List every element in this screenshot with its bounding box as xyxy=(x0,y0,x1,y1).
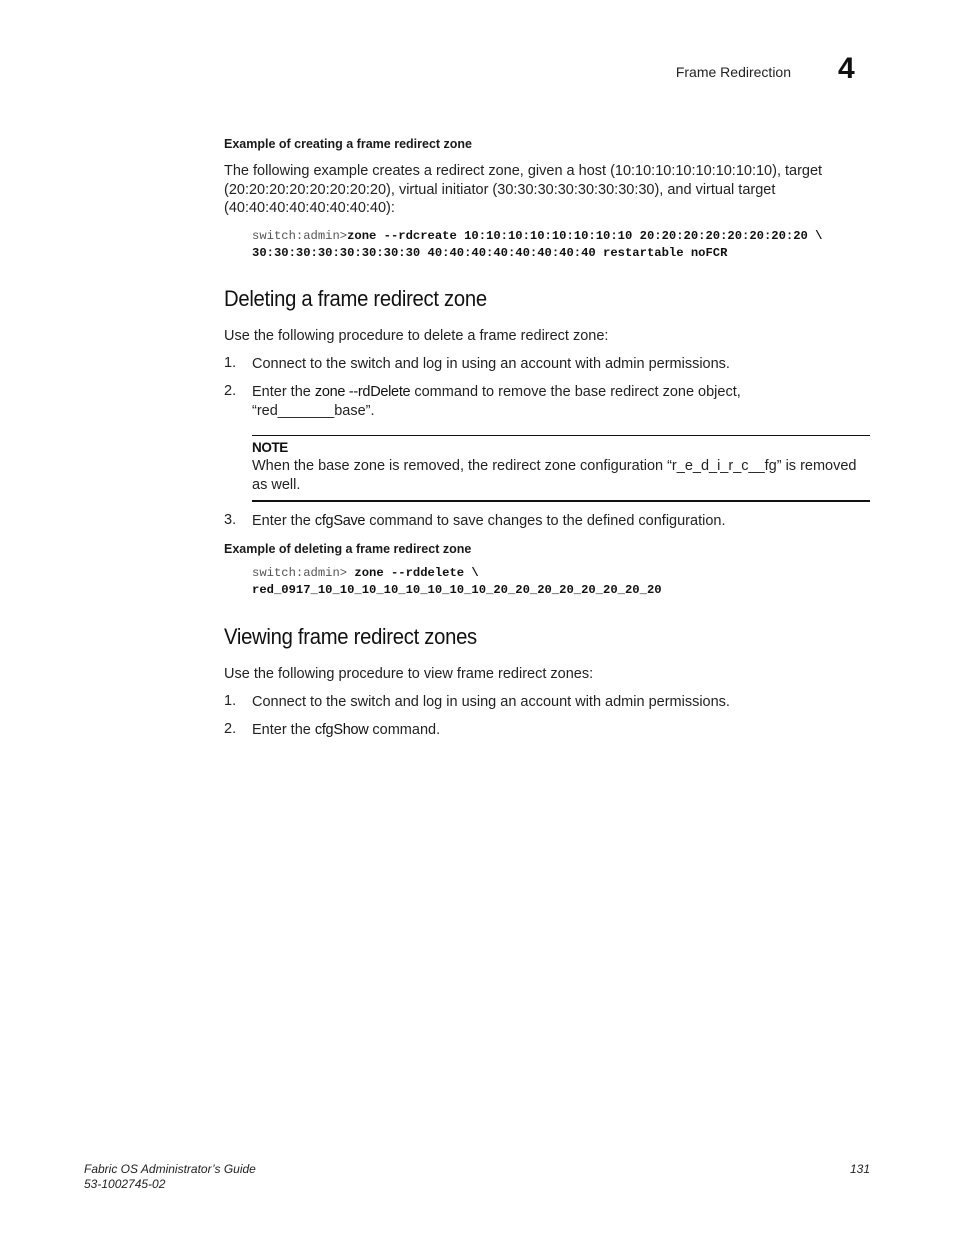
code-command-continuation: 30:30:30:30:30:30:30:30 40:40:40:40:40:40:40:40 restartable noFCR xyxy=(252,245,728,260)
section-title-delete: Deleting a frame redirect zone xyxy=(224,286,487,311)
view-step-2 xyxy=(252,721,440,740)
command-name-zone-rddelete: zone --rdDelete xyxy=(314,384,411,400)
footer-page-number: 131 xyxy=(849,1162,870,1176)
step-number: 3. xyxy=(224,512,237,528)
step-number: 1. xyxy=(224,693,237,709)
view-step-1: Connect to the switch and log in using an account with admin permissions. xyxy=(252,694,730,710)
code-prompt: switch:admin> xyxy=(252,566,355,580)
example-create-heading: Example of creating a frame redirect zone xyxy=(224,137,473,151)
example-create-intro xyxy=(224,162,864,218)
section-title-view: Viewing frame redirect zones xyxy=(224,624,477,649)
example-create-intro-line: (40:40:40:40:40:40:40:40): xyxy=(224,200,395,216)
command-name-cfgshow: cfgShow xyxy=(314,722,369,738)
step-text-pre: Enter the xyxy=(252,722,315,738)
step-text-pre: Enter the xyxy=(252,513,315,529)
view-intro: Use the following procedure to view frame redirect zones: xyxy=(224,666,594,682)
code-block-create xyxy=(252,228,822,261)
step-number: 2. xyxy=(224,383,237,399)
note-text-line: When the base zone is removed, the redirect zone configuration “r_e_d_i_r_c__fg” is removed xyxy=(252,458,857,474)
delete-intro: Use the following procedure to delete a frame redirect zone: xyxy=(224,328,609,344)
footer-doc-info xyxy=(84,1162,256,1192)
step-text-continuation: “red_______base”. xyxy=(252,402,375,419)
code-command: zone --rddelete \ xyxy=(354,566,479,580)
footer-doc-title: Fabric OS Administrator’s Guide xyxy=(84,1162,256,1176)
step-text-post: command to save changes to the defined configuration. xyxy=(365,513,726,529)
footer-doc-number: 53-1002745-02 xyxy=(84,1177,166,1191)
code-prompt: switch:admin> xyxy=(252,229,348,243)
step-text-pre: Enter the xyxy=(252,384,315,400)
running-header-section-title: Frame Redirection xyxy=(675,64,791,80)
step-text-post: command. xyxy=(368,722,441,738)
note-box xyxy=(252,435,870,502)
step-number: 2. xyxy=(224,721,237,737)
example-create-intro-line: (20:20:20:20:20:20:20:20), virtual initiator (30:30:30:30:30:30:30:30), and virtual target xyxy=(224,181,776,198)
note-text xyxy=(252,457,870,494)
note-text-line: as well. xyxy=(252,476,301,493)
command-name-cfgsave: cfgSave xyxy=(314,513,366,529)
code-command: zone --rdcreate 10:10:10:10:10:10:10:10 20:20:20:20:20:20:20:20 \ xyxy=(347,229,823,243)
code-command-continuation: red_0917_10_10_10_10_10_10_10_10_20_20_20_20_20_20_20_20 xyxy=(252,582,662,597)
step-number: 1. xyxy=(224,355,237,371)
code-block-delete xyxy=(252,565,662,598)
delete-step-3 xyxy=(252,512,725,531)
example-delete-heading: Example of deleting a frame redirect zone xyxy=(224,542,472,556)
step-text-post: command to remove the base redirect zone object, xyxy=(410,384,741,400)
example-create-intro-line: The following example creates a redirect zone, given a host (10:10:10:10:10:10:10:10), target xyxy=(224,163,823,179)
delete-step-2 xyxy=(252,383,852,420)
note-title: NOTE xyxy=(252,440,288,455)
chapter-number: 4 xyxy=(838,52,855,85)
delete-step-1: Connect to the switch and log in using an account with admin permissions. xyxy=(252,356,730,372)
